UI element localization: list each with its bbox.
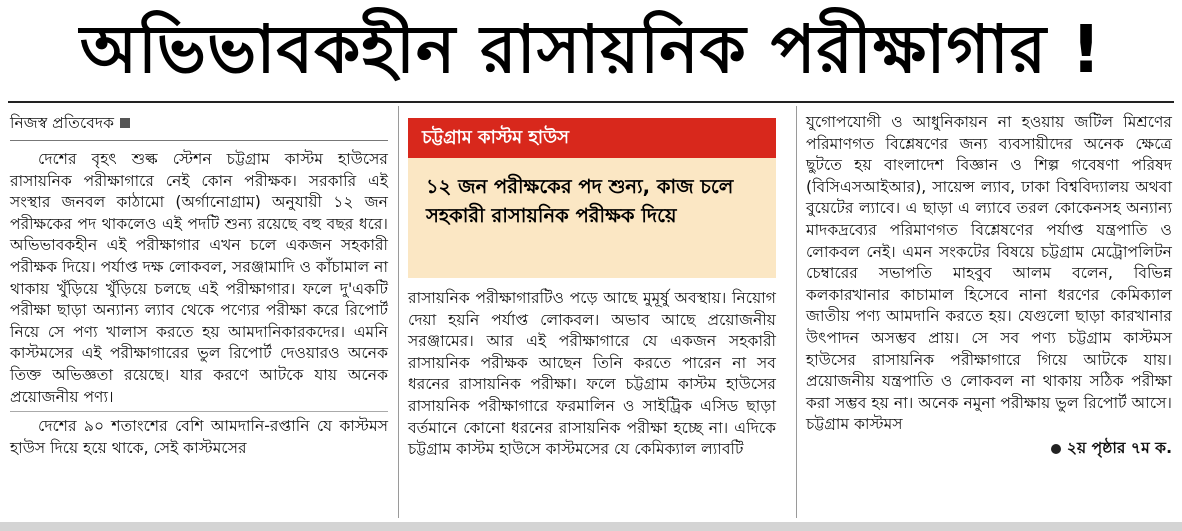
paragraph-divider	[10, 411, 388, 412]
headline-rule	[8, 101, 1174, 103]
byline-rule	[10, 140, 388, 141]
section-label: চট্টগ্রাম কাস্টম হাউস	[408, 118, 776, 158]
paragraph: রাসায়নিক পরীক্ষাগারটিও পড়ে আছে মুমূর্ষু অবস্থায়। নিয়োগ দেয়া হয়নি পর্যাপ্ত লোকবল। অভাব আছে প্রয়োজনীয় সরঞ্জামের। আর এই পরীক্ষাগারে যে একজন সহকারী রাসায়নিক পরীক্ষক আছেন তিনি করতে পারেন না সব ধরনের রাসায়নিক পরীক্ষা। ফলে চট্টগ্রাম কাস্টম হাউসের রাসায়নিক পরীক্ষাগারে ফরমালিন ও সাইট্রিক এসিড ছাড়া বর্তমানে কোনো ধরনের রাসায়নিক পরীক্ষা হচ্ছে না। এদিকে চট্টগ্রাম কাস্টম হাউসে কাস্টমসের যে কেমিক্যাল ল্যাবটি	[408, 289, 776, 459]
article-headline: অভিভাবকহীন রাসায়নিক পরীক্ষাগার !	[79, 11, 1103, 88]
article-column-2	[408, 288, 776, 461]
column-divider	[398, 106, 399, 518]
article-column-1	[10, 112, 388, 460]
paragraph: দেশের ৯০ শতাংশের বেশি আমদানি-রপ্তানি যে কাস্টমস হাউস দিয়ে হয়ে থাকে, সেই কাস্টমসের	[10, 417, 388, 457]
byline	[10, 112, 388, 134]
square-bullet-icon	[120, 118, 130, 128]
byline-text: নিজস্ব প্রতিবেদক	[10, 114, 115, 132]
bullet-dot-icon	[1051, 444, 1061, 454]
highlight-box: ১২ জন পরীক্ষকের পদ শুন্য, কাজ চলে সহকারী রাসায়নিক পরীক্ষক দিয়ে	[408, 158, 776, 278]
continued-marker	[806, 438, 1172, 460]
column-divider	[796, 106, 797, 518]
paragraph: দেশের বৃহৎ শুল্ক স্টেশন চট্টগ্রাম কাস্টম হাউসের রাসায়নিক পরীক্ষাগারে নেই কোন পরীক্ষক। সরকারি এই সংস্থার জনবল কাঠামো (অর্গানোগ্রাম) অনুযায়ী ১২ জন পরীক্ষকের পদ থাকলেও এই পদটি শুন্য রয়েছে বহু বছর ধরে। অভিভাবকহীন এই পরীক্ষাগার এখন চলে একজন সহকারী পরীক্ষক দিয়ে। পর্যাপ্ত দক্ষ লোকবল, সরঞ্জামাদি ও কাঁচামাল না থাকায় খুঁড়িয়ে খুঁড়িয়ে চলছে এই পরীক্ষাগার। ফলে দু'একটি পরীক্ষা ছাড়া অন্যান্য ল্যাব থেকে পণ্যের পরীক্ষা করে রিপোর্ট নিয়ে সে পণ্য খালাস করতে হয় আমদানিকারকদের। এমনি কাস্টমসের এই পরীক্ষাগারের ভুল রিপোর্ট দেওয়ারও অনেক তিক্ত অভিজ্ঞতা রয়েছে। যার করণে আটকে যায় অনেক প্রয়োজনীয় পণ্য।	[10, 150, 388, 406]
bottom-band	[0, 522, 1182, 531]
continued-text: ২য় পৃষ্ঠার ৭ম ক.	[1066, 438, 1172, 457]
article-column-3	[806, 112, 1172, 460]
paragraph: যুগোপযোগী ও আধুনিকায়ন না হওয়ায় জটিল মিশ্রণের পরিমাণগত বিশ্লেষণের জন্য ব্যবসায়ীদের অনেক ক্ষেত্রে ছুটতে হয় বাংলাদেশ বিজ্ঞান ও শিল্প গবেষণা পরিষদ (বিসিএসআইআর), সায়েন্স ল্যাব, ঢাকা বিশ্ববিদ্যালয় অথবা বুয়েটের ল্যাবে। এ ছাড়া এ ল্যাবে তরল কোকেনসহ অন্যান্য মাদকদ্রব্যের পরিমাণগত বিশ্লেষণের পর্যাপ্ত যন্ত্রপাতি ও লোকবল নেই। এমন সংকটের বিষয়ে চট্টগ্রাম মেট্রোপলিটন চেম্বারের সভাপতি মাহবুব আলম বলেন, বিভিন্ন কলকারখানার কাচামাল হিসেবে নানা ধরণের কেমিক্যাল জাতীয় পণ্য আমদানি করতে হয়। যেগুলো ছাড়া কারখানার উৎপাদন অসম্ভব প্রায়। সে সব পণ্য চট্টগ্রাম কাস্টমস হাউসের রাসায়নিক পরীক্ষাগারে গিয়ে আটকে যায়। প্রয়োজনীয় যন্ত্রপাতি ও লোকবল না থাকায় সঠিক পরীক্ষা করা সম্ভব হয় না। অনেক নমুনা পরীক্ষায় ভুল রিপোর্ট আসে। চট্টগ্রাম কাস্টমস	[806, 113, 1172, 434]
